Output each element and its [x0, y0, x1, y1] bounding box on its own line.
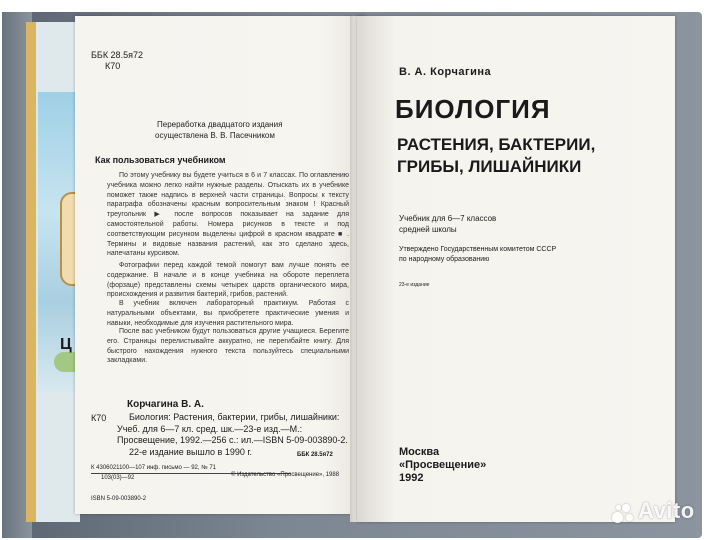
- isbn: ISBN 5-09-003890-2: [91, 496, 147, 502]
- catalog-edition: 22-е издание вышло в 1990 г.: [129, 447, 253, 457]
- author: В. А. Корчагина: [399, 66, 492, 78]
- index-line: 103(03)—92: [101, 475, 135, 481]
- bbk-bottom: ББК 28.5я72: [297, 452, 333, 458]
- approval: Утверждено Государственным комитетом СССР: [399, 246, 557, 253]
- paragraph: Фотографии перед каждой темой помогут вам лучше понять ее содержание. В начале и в конце учебника на обороте переплета (форзаце) представлены схемы четырех царств органического мира, происхождения и развития бактерий, грибов, растений.: [107, 262, 349, 299]
- catalog-entry: Биология: Растения, бактерии, грибы, лишайники: Учеб. для 6—7 кл. сред. шк.—23-е изд.—М.: Просвещение, 1992.—256 с.: ил.—ISBN 5-09-003890-2.: [117, 412, 348, 445]
- endpaper-illustration: [38, 92, 78, 392]
- bbk-top: ББК 28.5я72: [91, 50, 143, 60]
- book-subtitle: ГРИБЫ, ЛИШАЙНИКИ: [397, 157, 582, 176]
- book-subtitle: РАСТЕНИЯ, БАКТЕРИИ,: [397, 135, 596, 154]
- imprint-publisher: «Просвещение»: [399, 459, 487, 471]
- audience: средней школы: [399, 225, 457, 234]
- imprint-year: 1992: [399, 472, 424, 484]
- audience: Учебник для 6—7 классов: [399, 214, 497, 223]
- endpaper-strip: [26, 22, 36, 522]
- approval: по народному образованию: [399, 256, 490, 263]
- section-title: Как пользоваться учебником: [95, 155, 226, 165]
- edition: 23-е издание: [399, 282, 430, 288]
- imprint-city: Москва: [399, 446, 440, 458]
- watermark: Avito: [638, 498, 695, 523]
- index-line: К 4306021100—107 инф. письмо — 92, № 71: [91, 465, 217, 471]
- copyright: © Издательство «Просвещение», 1988: [231, 472, 340, 478]
- paragraph: По этому учебнику вы будете учиться в 6 и 7 классах. По оглавлению учебника можно легко найти нужные разделы. Отыскать их в учебнике поможет также надпись в верхней части страницы. Вопросы к тексту параграфа обозначены красным вопросительным знаком ! Красный треугольник ▶ после вопросов показывает на задание для самостоятельной работы. Номера рисунков в тексте и под соответствующим рисунком выделены цифрой в красном квадрате ■ . Термины и видовые названия растений, как это сделано здесь, напечатаны курсивом.: [107, 172, 349, 258]
- paragraph: После вас учебником будут пользоваться другие учащиеся. Берегите его. Страницы перелистывайте аккуратно, не перегибайте книгу. Для быстрого нахождения нужного текста пользуйтесь специальными закладками.: [107, 328, 349, 365]
- revision-note: Переработка двадцатого издания: [157, 120, 283, 129]
- left-page: [75, 16, 365, 514]
- catalog-code: К70: [91, 413, 107, 423]
- code-top: К70: [105, 61, 121, 71]
- endpaper-letter: Ц: [60, 336, 72, 353]
- book-title: БИОЛОГИЯ: [395, 94, 551, 124]
- endpaper: [26, 22, 80, 522]
- catalog-author: Корчагина В. А.: [127, 399, 204, 410]
- revision-note: осуществлена В. В. Пасечником: [155, 131, 275, 140]
- right-page: [357, 16, 675, 522]
- avito-logo-icon: [612, 504, 634, 526]
- paragraph: В учебник включен лабораторный практикум. Работая с натуральными объектами, вы приобретете практические умения и навыки, необходимые для изучения растительного мира.: [107, 300, 349, 327]
